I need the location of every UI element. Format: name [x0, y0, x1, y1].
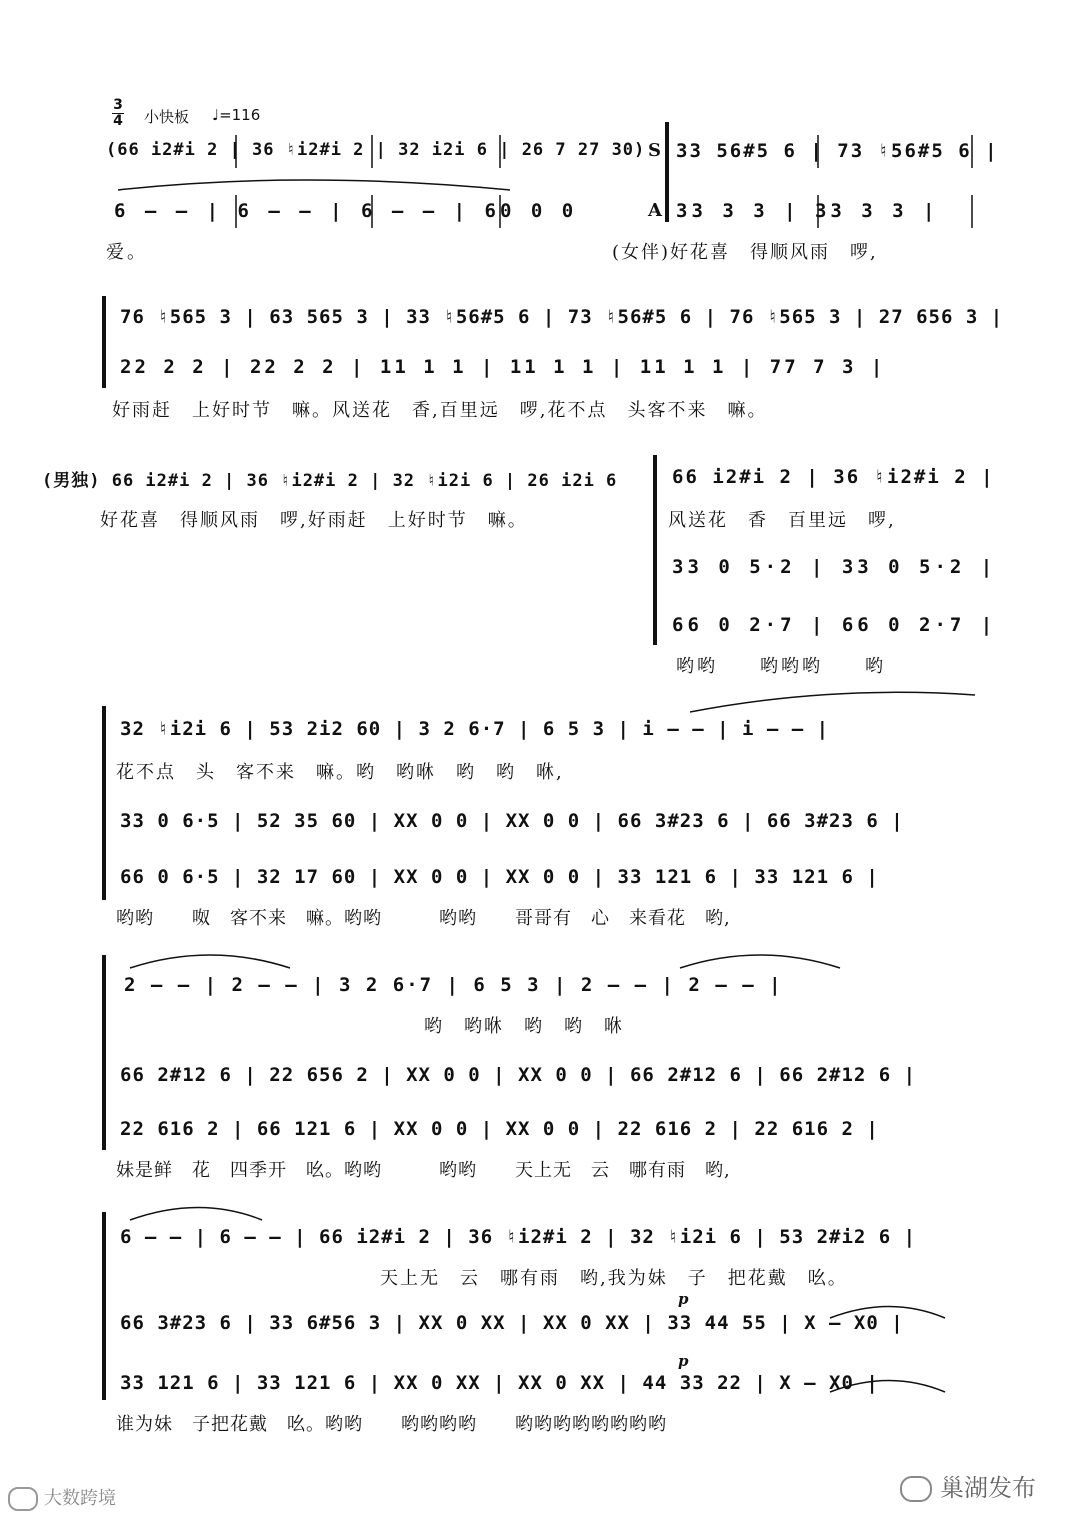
watermark-left: [8, 1484, 116, 1511]
soprano-row: 6 – – | 6 – – | 66 i2#i 2 | 36 ♮i2#i 2 | 32 ♮i2i 6 | 53 2#i2 6 |: [120, 1226, 917, 1248]
dynamic-mark: p: [678, 1290, 689, 1308]
intro-row: (66 i2#i 2 | 36 ♮i2#i 2 | 32 i2i 6 | 26 7 27 30): [106, 140, 646, 160]
lyric-line: 好雨赶 上好时节 嘛。风送花 香,百里远 啰,花不点 头客不来 嘛。: [112, 400, 768, 421]
soprano-row: 66 i2#i 2 | 36 ♮i2#i 2 |: [672, 466, 995, 488]
soprano-row: 2 – – | 2 – – | 3 2 6·7 | 6 5 3 | 2 – – | 2 – – |: [124, 974, 783, 996]
lyric-line: 风送花 香 百里远 啰,: [668, 510, 896, 531]
lyric-line: 谁为妹 子把花戴 吆。哟哟 哟哟哟哟 哟哟哟哟哟哟哟哟: [116, 1414, 667, 1435]
lyric-line: 哟 哟咻 哟 哟 咻: [424, 1016, 624, 1037]
alto-row: 22 2 2 | 22 2 2 | 11 1 1 | 11 1 1 | 11 1 1 | 77 7 3 |: [120, 356, 886, 378]
alto-row: 66 3#23 6 | 33 6#56 3 | XX 0 XX | XX 0 XX | 33 44 55 | X – X0 |: [120, 1312, 904, 1334]
soprano-row: 33 56#5 6 | 73 ♮56#5 6 |: [676, 140, 999, 162]
lyric-line: 好花喜 得顺风雨 啰,好雨赶 上好时节 嘛。: [100, 510, 528, 531]
tenor-row: 33 121 6 | 33 121 6 | XX 0 XX | XX 0 XX | 44 33 22 | X – X0 |: [120, 1372, 879, 1394]
lyric-line: 妹是鲜 花 四季开 吆。哟哟 哟哟 天上无 云 哪有雨 哟,: [116, 1160, 731, 1181]
tenor-row: 22 616 2 | 66 121 6 | XX 0 0 | XX 0 0 | 22 616 2 | 22 616 2 |: [120, 1118, 879, 1140]
alto-row: 66 2#12 6 | 22 656 2 | XX 0 0 | XX 0 0 | 66 2#12 6 | 66 2#12 6 |: [120, 1064, 917, 1086]
watermark-right: [900, 1468, 1036, 1503]
lyric-line: 哟哟 哟哟哟 哟: [676, 656, 886, 677]
lyric-line: 爱。: [106, 242, 148, 263]
male-solo-row: (男独) 66 i2#i 2 | 36 ♮i2#i 2 | 32 ♮i2i 6 | 26 i2i 6: [42, 471, 618, 491]
time-signature-bottom: 4: [113, 113, 123, 129]
watermark-logo-icon: [8, 1487, 38, 1511]
tempo-marking: 小快板: [144, 108, 190, 126]
lyric-line: 天上无 云 哪有雨 哟,我为妹 子 把花戴 吆。: [380, 1268, 848, 1289]
alto-row: 33 0 6·5 | 52 35 60 | XX 0 0 | XX 0 0 | 66 3#23 6 | 66 3#23 6 |: [120, 810, 904, 832]
tenor-row: 66 0 2·7 | 66 0 2·7 |: [672, 614, 997, 636]
watermark-right-text: 巢湖发布: [940, 1474, 1036, 1502]
soprano-row: 76 ♮565 3 | 63 565 3 | 33 ♮56#5 6 | 73 ♮56#5 6 | 76 ♮565 3 | 27 656 3 |: [120, 306, 1004, 328]
lyric-line: 花不点 头 客不来 嘛。哟 哟咻 哟 哟 咻,: [116, 762, 564, 783]
metronome-mark: ♩=116: [212, 106, 261, 124]
alto-row: 33 3 3 | 33 3 3 |: [676, 200, 939, 222]
lyric-line: (女伴)好花喜 得顺风雨 啰,: [612, 242, 878, 263]
soprano-label: S: [648, 140, 661, 161]
alto-row: 33 0 5·2 | 33 0 5·2 |: [672, 556, 997, 578]
tenor-row: 66 0 6·5 | 32 17 60 | XX 0 0 | XX 0 0 | 33 121 6 | 33 121 6 |: [120, 866, 879, 888]
sustain-row: 6 – – | 6 – – | 6 – – | 60 0 0: [114, 200, 578, 222]
time-signature: [112, 98, 124, 129]
time-signature-top: 3: [113, 97, 123, 113]
lyric-line: 哟哟 呶 客不来 嘛。哟哟 哟哟 哥哥有 心 来看花 哟,: [116, 908, 731, 929]
watermark-left-text: 大数跨境: [44, 1488, 116, 1509]
soprano-row: 32 ♮i2i 6 | 53 2i2 60 | 3 2 6·7 | 6 5 3 | i – – | i – – |: [120, 718, 830, 740]
alto-label: A: [648, 200, 662, 221]
wechat-icon: [900, 1476, 932, 1502]
dynamic-mark: p: [678, 1352, 689, 1370]
